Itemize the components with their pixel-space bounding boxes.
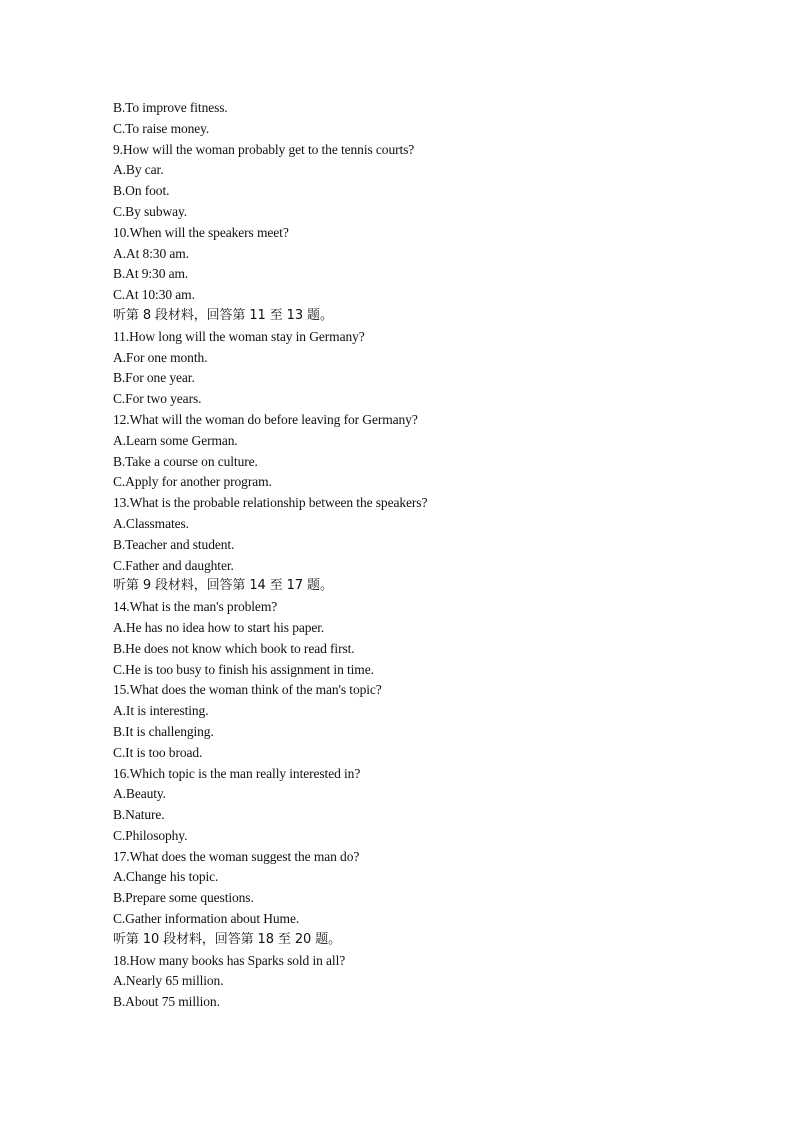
option-line: A.Beauty. bbox=[113, 786, 166, 802]
option-line: C.To raise money. bbox=[113, 120, 210, 136]
option-line: B.To improve fitness. bbox=[113, 100, 228, 115]
option-line: A.He has no idea how to start his paper. bbox=[113, 619, 325, 635]
option-line: A.By car. bbox=[113, 162, 164, 178]
section-heading: 听第 10 段材料，回答第 18 至 20 题。 bbox=[113, 931, 342, 947]
question-line: 17.What does the woman suggest the man do? bbox=[113, 848, 360, 864]
option-line: C.He is too busy to finish his assignment in time. bbox=[113, 661, 374, 677]
option-line: B.Nature. bbox=[113, 807, 165, 823]
option-line: A.For one month. bbox=[113, 349, 208, 365]
option-line: C.It is too broad. bbox=[113, 744, 203, 760]
option-line: C.By subway. bbox=[113, 203, 188, 219]
question-line: 16.Which topic is the man really interested in? bbox=[113, 765, 361, 781]
question-line: 10.When will the speakers meet? bbox=[113, 224, 289, 240]
option-line: B.Take a course on culture. bbox=[113, 453, 258, 469]
question-line: 15.What does the woman think of the man's topic? bbox=[113, 682, 382, 698]
option-line: B.Teacher and student. bbox=[113, 536, 235, 552]
option-line: A.Nearly 65 million. bbox=[113, 973, 224, 989]
option-line: C.Gather information about Hume. bbox=[113, 911, 300, 927]
section-heading: 听第 8 段材料，回答第 11 至 13 题。 bbox=[113, 307, 333, 323]
option-line: B.It is challenging. bbox=[113, 723, 214, 739]
option-line: B.At 9:30 am. bbox=[113, 266, 189, 282]
question-line: 12.What will the woman do before leaving for Germany? bbox=[113, 411, 418, 427]
option-line: C.Philosophy. bbox=[113, 827, 188, 843]
option-line: B.Prepare some questions. bbox=[113, 890, 254, 906]
option-line: B.About 75 million. bbox=[113, 994, 220, 1010]
question-line: 14.What is the man's problem? bbox=[113, 599, 278, 615]
question-line: 9.How will the woman probably get to the tennis courts? bbox=[113, 141, 415, 157]
document-body bbox=[113, 98, 713, 1013]
option-line: A.It is interesting. bbox=[113, 703, 209, 719]
option-line: C.Apply for another program. bbox=[113, 474, 272, 490]
option-line: C.Father and daughter. bbox=[113, 557, 234, 573]
option-line: C.For two years. bbox=[113, 391, 202, 407]
option-line: A.Change his topic. bbox=[113, 869, 219, 885]
option-line: A.Learn some German. bbox=[113, 432, 238, 448]
option-line: A.Classmates. bbox=[113, 515, 189, 531]
option-line: B.On foot. bbox=[113, 183, 170, 199]
question-line: 13.What is the probable relationship between the speakers? bbox=[113, 495, 428, 511]
section-heading: 听第 9 段材料，回答第 14 至 17 题。 bbox=[113, 578, 333, 594]
option-line: A.At 8:30 am. bbox=[113, 245, 189, 261]
option-line: C.At 10:30 am. bbox=[113, 287, 195, 303]
option-line: B.He does not know which book to read first. bbox=[113, 640, 355, 656]
question-line: 18.How many books has Sparks sold in all? bbox=[113, 952, 346, 968]
option-line: B.For one year. bbox=[113, 370, 195, 386]
question-line: 11.How long will the woman stay in Germany? bbox=[113, 328, 365, 344]
